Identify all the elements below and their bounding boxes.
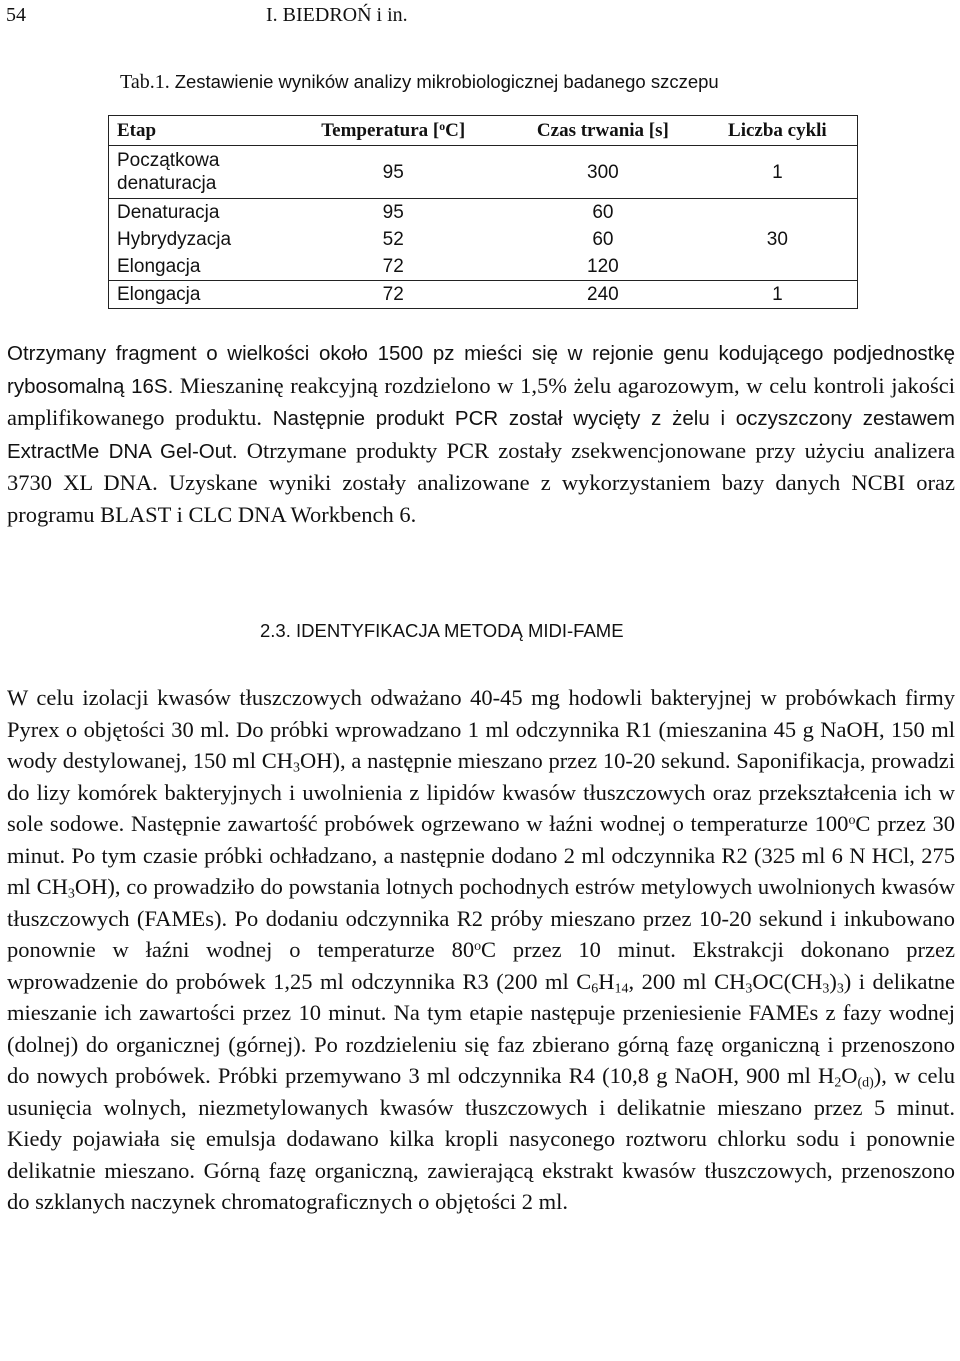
cell-stage: Początkowa denaturacja	[109, 146, 279, 199]
cell-temperature: 72	[278, 253, 508, 281]
page-number: 54	[6, 4, 26, 26]
table-row	[109, 146, 858, 199]
header-temperature: Temperatura [$^o$C]	[278, 116, 508, 146]
cell-temperature: 72	[278, 281, 508, 309]
table-row	[109, 281, 858, 309]
running-authors: I. BIEDROŃ i in.	[266, 4, 408, 26]
cell-duration: 120	[508, 253, 698, 281]
cell-stage: Hybrydyzacja	[109, 226, 279, 253]
header-duration: Czas trwania [s]	[508, 116, 698, 146]
cell-cycles: 1	[698, 146, 858, 199]
cell-duration: 240	[508, 281, 698, 309]
method-paragraph: W celu izolacji kwasów tłuszczowych odważano 40-45 mg hodowli bakteryjnej w probówkach firmy Pyrex o objętości 30 ml. Do próbki wprowadzano 1 ml odczynnika R1 (mieszanina 45 g NaOH, 150 ml wody destylowanej, 150 ml $CH_3OH$), a następnie mieszano przez 10-20 sekund. Saponifikacja, prowadzi do lizy komórek bakteryjnych i uwolnienia z lipidów kwasów tłuszczowych oraz przekształcenia ich w sole sodowe. Następnie zawartość probówek ogrzewano w łaźni wodnej o temperaturze 100$^o$C przez 30 minut. Po tym czasie próbki ochładzano, a następnie dodano 2 ml odczynnika R2 (325 ml 6 N HCl, 275 ml $CH_3OH$), co prowadziło do powstania lotnych pochodnych estrów metylowych uwolnionych kwasów tłuszczowych (FAMEs). Po dodaniu odczynnika R2 próby mieszano przez 10-20 sekund i inkubowano ponownie w łaźni wodnej o temperaturze 80$^o$C przez 10 minut. Ekstrakcji dokonano przez wprowadzenie do probówek 1,25 ml odczynnika R3 (200 ml $C_6H_{14}$, 200 ml $CH_3OC(CH_3)_3$) i delikatne mieszanie ich zawartości przez 10 minut. Na tym etapie następuje przeniesienie FAMEs z fazy wodnej (dolnej) do organicznej (górnej). Po rozdzieleniu się faz zbierano górną fazę organiczną i przenoszono do nowych probówek. Próbki przemywano 3 ml odczynnika R4 (10,8 g NaOH, 900 ml $H_2O_{(d)}$), w celu usunięcia wolnych, niezmetylowanych kwasów tłuszczowych i delikatnie mieszano przez 5 minut. Kiedy pojawiała się emulsja dodawano kilka kropli nasyconego roztworu chlorku sodu i ponownie delikatnie mieszano. Górną fazę organiczną, zawierającą ekstrakt kwasów tłuszczowych, przenoszono do szklanych naczynek chromatograficznych o objętości 2 ml.	[7, 685, 956, 1214]
results-paragraph: Otrzymany fragment o wielkości około 1500 pz mieści się w rejonie genu kodującego podjednostkę rybosomalną 16S. Mieszaninę reakcyjną rozdzielono w 1,5% żelu agarozowym, w celu kontroli jakości amplifikowanego produktu. Następnie produkt PCR został wycięty z żelu i oczyszczony zestawem ExtractMe DNA Gel-Out. Otrzymane produkty PCR zostały zsekwencjonowane przy użyciu analizera 3730 XL DNA. Uzyskane wyniki zostały analizowane z wykorzystaniem bazy danych NCBI oraz programu BLAST i CLC DNA Workbench 6.	[7, 342, 956, 527]
cell-temperature: 52	[382, 229, 404, 250]
table-caption-label: Tab.1.	[120, 71, 170, 93]
header-cycles: Liczba cykli	[698, 116, 858, 146]
cell-cycles: 1	[698, 281, 858, 309]
cell-stage: Elongacja	[109, 281, 279, 309]
table-row	[109, 199, 858, 227]
cell-stage: Denaturacja	[109, 199, 279, 227]
section-heading: 2.3. IDENTYFIKACJA METODĄ MIDI-FAME	[260, 620, 624, 641]
cell-duration: 300	[508, 146, 698, 199]
cell-duration: 60	[592, 202, 614, 223]
table-caption	[120, 71, 719, 94]
cell-temperature: 95	[382, 202, 404, 223]
cell-cycles-group: 30	[698, 199, 858, 281]
table-caption-text: Zestawienie wyników analizy mikrobiologicznej badanego szczepu	[174, 71, 719, 92]
cell-stage: Elongacja	[109, 253, 279, 281]
table-header-row	[109, 116, 858, 146]
header-stage: Etap	[109, 116, 279, 146]
pcr-program-table	[108, 115, 858, 309]
cell-duration: 60	[592, 229, 614, 250]
cell-temperature: 95	[278, 146, 508, 199]
